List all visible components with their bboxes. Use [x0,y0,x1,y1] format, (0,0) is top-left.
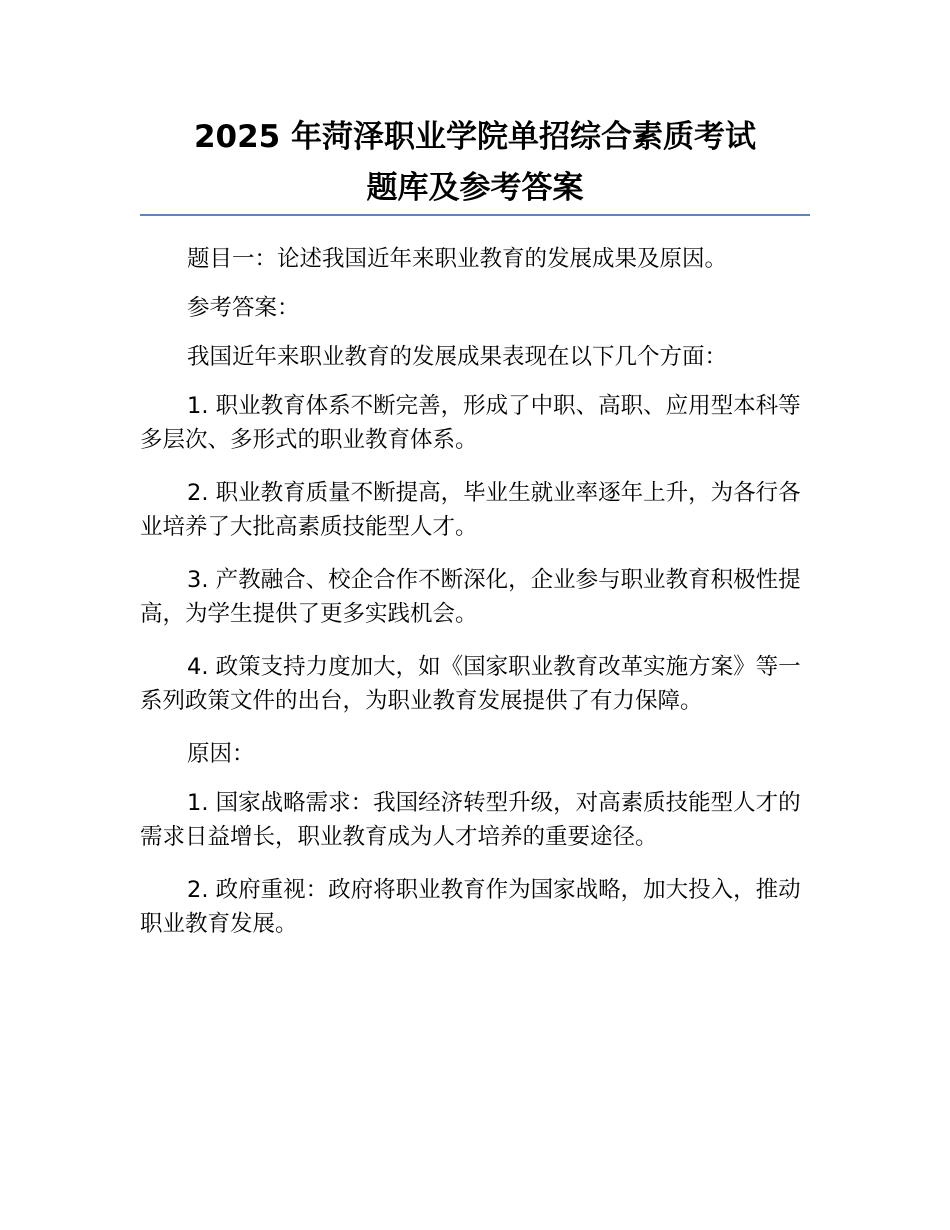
document-body [140,242,812,960]
title-line-2: 题库及参考答案 [366,170,584,206]
reasons-label: 原因： [187,741,255,767]
document-title [140,112,810,214]
title-line-1: 2025 年菏泽职业学院单招综合素质考试 [193,119,757,155]
achievements-intro: 我国近年来职业教育的发展成果表现在以下几个方面： [187,344,728,370]
achievement-item-3: 3. 产教融合、校企合作不断深化，企业参与职业教育积极性提高，为学生提供了更多实践机会。 [140,567,801,627]
question-heading: 题目一：论述我国近年来职业教育的发展成果及原因。 [187,246,728,272]
reason-item-2: 2. 政府重视：政府将职业教育作为国家战略，加大投入，推动职业教育发展。 [140,877,801,937]
achievement-item-4: 4. 政策支持力度加大，如《国家职业教育改革实施方案》等一系列政策文件的出台，为职业教育发展提供了有力保障。 [140,654,801,714]
title-divider [140,214,810,216]
achievement-item-1: 1. 职业教育体系不断完善，形成了中职、高职、应用型本科等多层次、多形式的职业教育体系。 [140,393,801,453]
reason-item-1: 1. 国家战略需求：我国经济转型升级，对高素质技能型人才的需求日益增长，职业教育成为人才培养的重要途径。 [140,790,801,850]
achievement-item-2: 2. 职业教育质量不断提高，毕业生就业率逐年上升，为各行各业培养了大批高素质技能型人才。 [140,480,801,540]
answer-label: 参考答案： [187,295,300,321]
